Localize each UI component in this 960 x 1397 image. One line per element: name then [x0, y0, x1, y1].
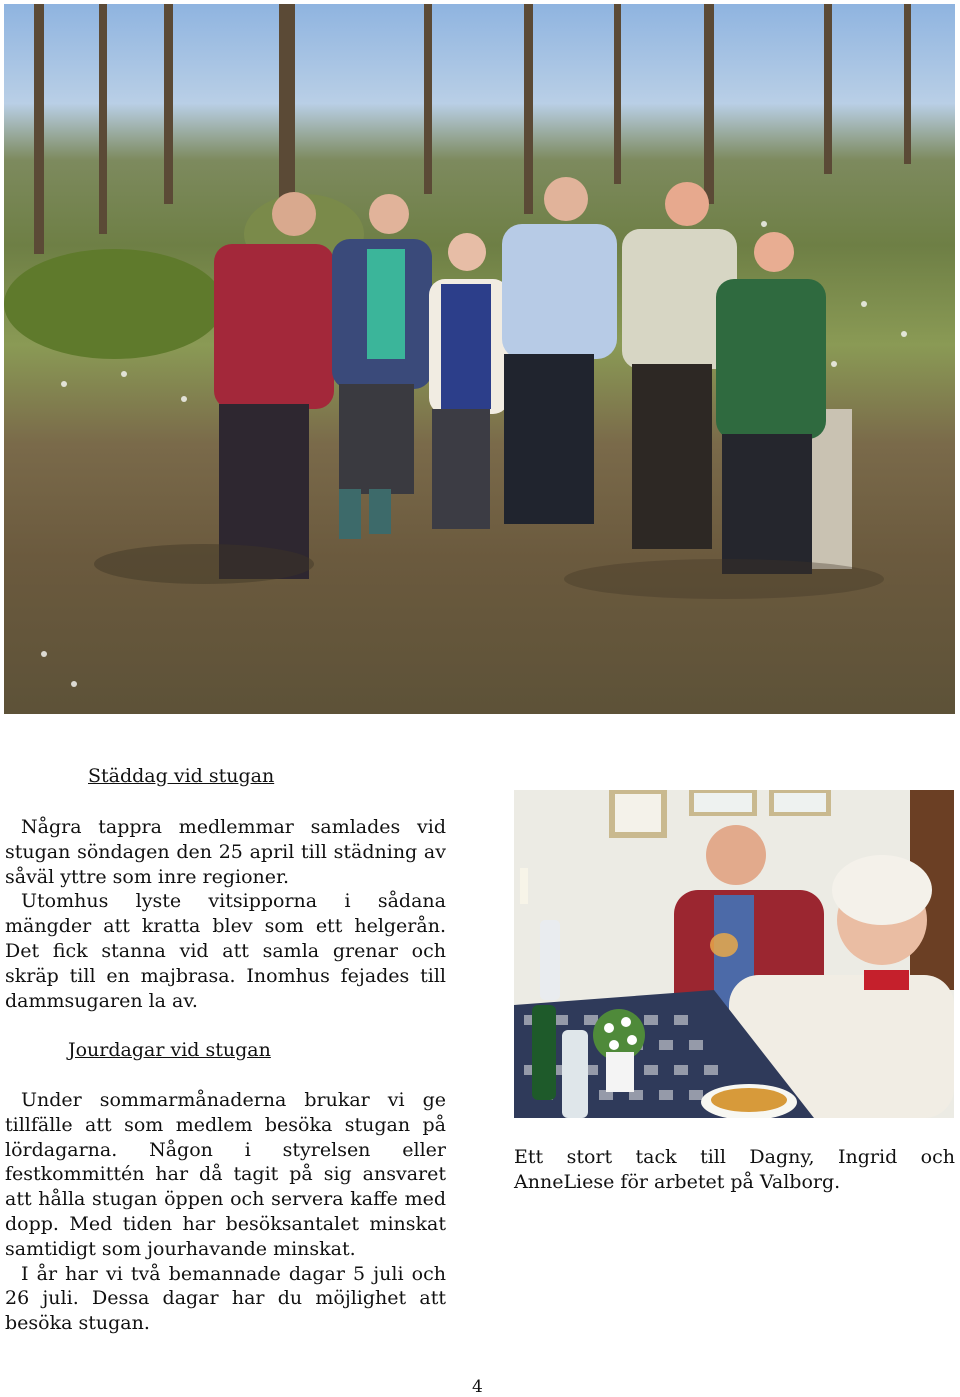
group-photo-illustration: [4, 4, 955, 714]
section-heading-staddag: Städdag vid stugan: [88, 765, 275, 787]
section-body-jourdagar: [5, 1088, 446, 1336]
page-number: 4: [472, 1377, 483, 1397]
photo-caption: Ett stort tack till Dagny, Ingrid och AnneLiese för arbetet på Valborg.: [514, 1146, 955, 1193]
section-body-staddag: [5, 815, 446, 1013]
section-heading-jourdagar: Jourdagar vid stugan: [68, 1039, 271, 1061]
paragraph: I år har vi två bemannade dagar 5 juli och 26 juli. Dessa dagar har du möjlighet att besöka stugan.: [5, 1262, 446, 1335]
paragraph: Utomhus lyste vitsipporna i sådana mängder att kratta blev som ett helgerån. Det fick stanna vid att samla grenar och skräp till en majbrasa. Inomhus fejades till dammsugaren la av.: [5, 890, 446, 1012]
dinner-photo-illustration: [514, 790, 954, 1118]
paragraph: Några tappra medlemmar samlades vid stugan söndagen den 25 april till städning av såväl yttre som inre regioner.: [5, 816, 446, 888]
paragraph: Under sommarmånaderna brukar vi ge tillfälle att som medlem besöka stugan på lördagarna. Någon i styrelsen eller festkommittén har då tagit på sig ansvaret att hålla stugan öppen och servera kaffe med dopp. Med tiden har besöksantalet minskat samtidigt som jourhavande minskat.: [5, 1089, 446, 1260]
dinner-photo: [514, 790, 954, 1118]
group-photo: [4, 4, 955, 714]
